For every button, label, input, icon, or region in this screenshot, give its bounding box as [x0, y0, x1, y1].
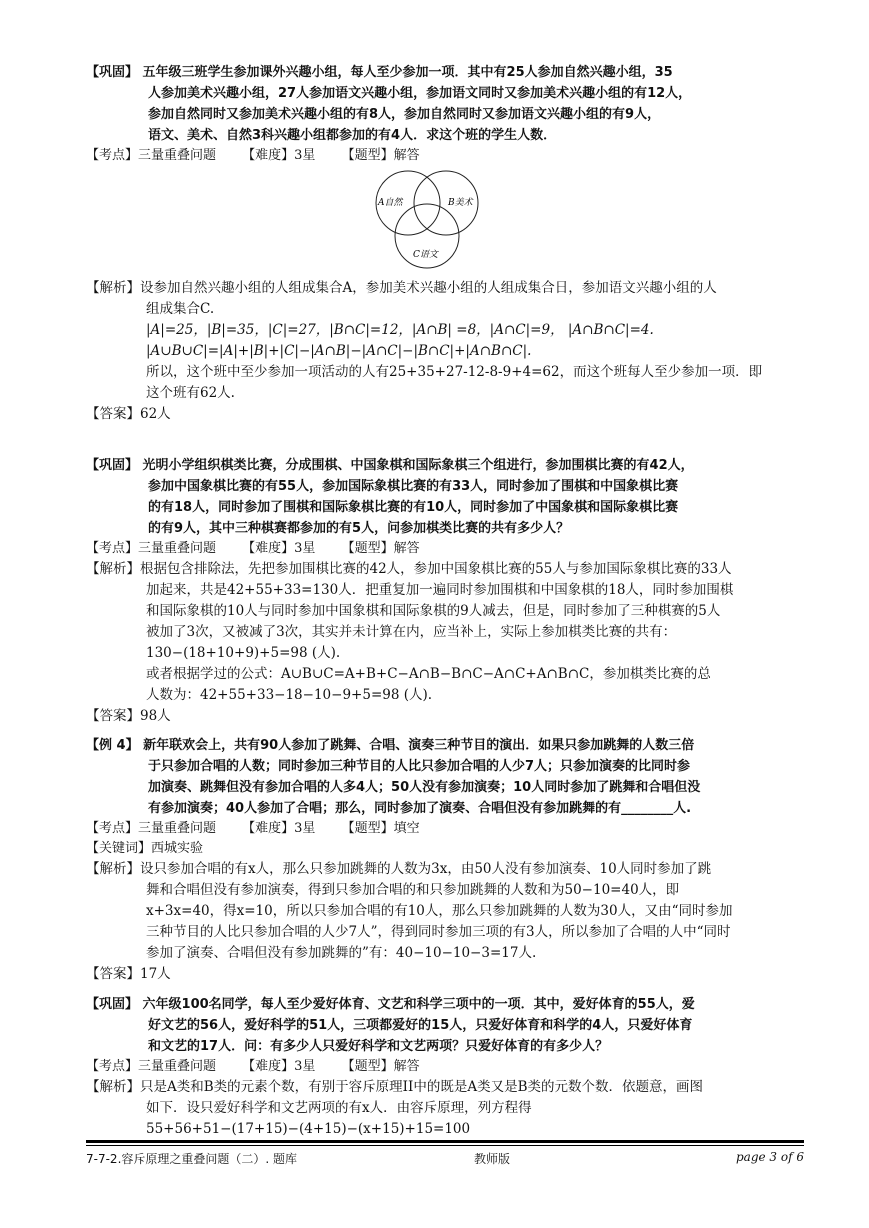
problem-4-meta: [86, 1057, 806, 1077]
problem-2-question-line: 参加中国象棋比赛的有55人，参加国际象棋比赛的有33人，同时参加了围棋和中国象棋比赛: [148, 479, 679, 494]
meta-topic: 【考点】三量重叠问题: [86, 821, 217, 836]
problem-4-question-line: 好文艺的56人，爱好科学的51人，三项都爱好的15人，只爱好体育和科学的4人，只爱好体育: [148, 1018, 693, 1033]
solution-line: 组成集合C.: [146, 301, 215, 317]
problem-3-keyword: 【关键词】西城实验: [86, 841, 204, 856]
problem-1-solution: [86, 278, 806, 425]
solution-line: 【解析】只是A类和B类的元素个数，有别于容斥原理II中的既是A类又是B类的元数个数．依题意，画图: [86, 1079, 704, 1095]
solution-line: 三种节目的人比只参加合唱的人少7人”，得到同时参加三项的有3人，所以参加了合唱的人中“同时: [146, 924, 731, 940]
problem-1-question-line: 参加自然同时又参加美术兴趣小组的有8人，参加自然同时又参加语文兴趣小组的有9人，: [148, 107, 661, 122]
problem-3-question-line: 加演奏、跳舞但没有参加合唱的人多4人；50人没有参加演奏；10人同时参加了跳舞和合唱但没: [148, 780, 701, 795]
footer-rule: [86, 1145, 804, 1146]
solution-formula: 55+56+51−(17+15)−(4+15)−(x+15)+15=100: [146, 1121, 471, 1137]
meta-type: 【题型】解答: [341, 148, 420, 163]
problem-1-meta: [86, 146, 806, 166]
solution-line: 加起来，共是42+55+33=130人．把重复加一遍同时参加围棋和中国象棋的18人，同时参加围棋: [146, 582, 734, 598]
meta-difficulty: 【难度】3星: [242, 148, 316, 163]
solution-line: 如下．设只爱好科学和文艺两项的有x人．由容斥原理，列方程得: [146, 1100, 532, 1116]
problem-3-question-line: 【例 4】 新年联欢会上，共有90人参加了跳舞、合唱、演奏三种节目的演出．如果只参加跳舞的人数三倍: [86, 738, 695, 753]
solution-formula: |A|=25，|B|=35，|C|=27，|B∩C|=12，|A∩B| =8，|A∩C|=9， |A∩B∩C|=4.: [146, 322, 654, 338]
meta-topic: 【考点】三量重叠问题: [86, 148, 217, 163]
footer-title: 7-7-2.容斥原理之重叠问题（二）. 题库: [86, 1152, 298, 1166]
problem-1-question-line: 人参加美术兴趣小组，27人参加语文兴趣小组，参加语文同时又参加美术兴趣小组的有12人，: [148, 86, 692, 101]
problem-4: [86, 994, 806, 1140]
venn-diagram: [370, 168, 484, 272]
solution-line: 这个班有62人.: [146, 385, 235, 401]
problem-2-question-line: 【巩固】 光明小学组织棋类比赛，分成围棋、中国象棋和国际象棋三个组进行，参加围棋比赛的有42人，: [86, 458, 694, 473]
solution-line: x+3x=40，得x=10，所以只参加合唱的有10人，那么只参加跳舞的人数为30人，又由“同时参加: [146, 903, 733, 919]
problem-4-question-line: 【巩固】 六年级100名同学，每人至少爱好体育、文艺和科学三项中的一项．其中，爱好体育的55人，爱: [86, 997, 695, 1012]
solution-line: 参加了演奏、合唱但没有参加跳舞的”有：40−10−10−3=17人.: [146, 945, 537, 961]
venn-label-a: A自然: [378, 198, 403, 208]
problem-1: [86, 62, 806, 166]
meta-topic: 【考点】三量重叠问题: [86, 1059, 217, 1074]
meta-difficulty: 【难度】3星: [242, 541, 316, 556]
problem-2-question-line: 的有9人，其中三种棋赛都参加的有5人，问参加棋类比赛的共有多少人？: [148, 521, 570, 536]
answer: 【答案】62人: [86, 406, 171, 422]
problem-3: [86, 735, 806, 985]
solution-line: 舞和合唱但没有参加演奏，得到只参加合唱的和只参加跳舞的人数和为50−10=40人，即: [146, 882, 680, 898]
solution-line: 人数为：42+55+33−18−10−9+5=98 (人).: [146, 687, 433, 703]
problem-2-question-line: 的有18人，同时参加了围棋和国际象棋比赛的有10人，同时参加了中国象棋和国际象棋比赛: [148, 500, 679, 515]
meta-difficulty: 【难度】3星: [242, 821, 316, 836]
problem-2-meta: [86, 539, 806, 559]
solution-formula: |A∪B∪C|=|A|+|B|+|C|−|A∩B|−|A∩C|−|B∩C|+|A∩B∩C|.: [146, 343, 532, 359]
solution-formula: 130−(18+10+9)+5=98 (人).: [146, 645, 341, 661]
problem-3-meta: [86, 819, 806, 839]
solution-line: 或者根据学过的公式：A∪B∪C=A+B+C−A∩B−B∩C−A∩C+A∩B∩C，参加棋类比赛的总: [146, 666, 711, 682]
problem-1-question-line: 语文、美术、自然3科兴趣小组都参加的有4人．求这个班的学生人数．: [148, 128, 557, 143]
problem-1-question-line: 【巩固】 五年级三班学生参加课外兴趣小组，每人至少参加一项．其中有25人参加自然兴趣小组，35: [86, 65, 673, 80]
answer: 【答案】17人: [86, 966, 171, 982]
solution-line: 【解析】设只参加合唱的有x人，那么只参加跳舞的人数为3x，由50人没有参加演奏、10人同时参加了跳: [86, 861, 712, 877]
answer: 【答案】98人: [86, 708, 171, 724]
meta-topic: 【考点】三量重叠问题: [86, 541, 217, 556]
solution-line: 【解析】根据包含排除法，先把参加围棋比赛的42人，参加中国象棋比赛的55人与参加国际象棋比赛的33人: [86, 561, 732, 577]
venn-label-b: B美术: [448, 198, 473, 208]
problem-2: [86, 455, 806, 727]
problem-3-question-line: 有参加演奏；40人参加了合唱；那么，同时参加了演奏、合唱但没有参加跳舞的有________人.: [148, 801, 692, 816]
page-number: page 3 of 6: [736, 1150, 804, 1164]
solution-line: 被加了3次，又被减了3次，其实并未计算在内，应当补上，实际上参加棋类比赛的共有：: [146, 624, 677, 640]
footer-edition: 教师版: [474, 1152, 511, 1166]
solution-line: 所以，这个班中至少参加一项活动的人有25+35+27-12-8-9+4=62，而这个班每人至少参加一项．即: [146, 364, 763, 380]
meta-type: 【题型】填空: [341, 821, 420, 836]
meta-difficulty: 【难度】3星: [242, 1059, 316, 1074]
meta-type: 【题型】解答: [341, 1059, 420, 1074]
venn-label-c: C语文: [413, 250, 438, 260]
footer-rule: [86, 1140, 804, 1143]
meta-type: 【题型】解答: [341, 541, 420, 556]
solution-line: 【解析】设参加自然兴趣小组的人组成集合A，参加美术兴趣小组的人组成集合日，参加语文兴趣小组的人: [86, 280, 717, 296]
solution-line: 和国际象棋的10人与同时参加中国象棋和国际象棋的9人减去，但是，同时参加了三种棋赛的5人: [146, 603, 721, 619]
problem-3-question-line: 于只参加合唱的人数；同时参加三种节目的人比只参加合唱的人少7人；只参加演奏的比同时参: [148, 759, 691, 774]
problem-4-question-line: 和文艺的17人．问：有多少人只爱好科学和文艺两项？只爱好体育的有多少人？: [148, 1039, 609, 1054]
